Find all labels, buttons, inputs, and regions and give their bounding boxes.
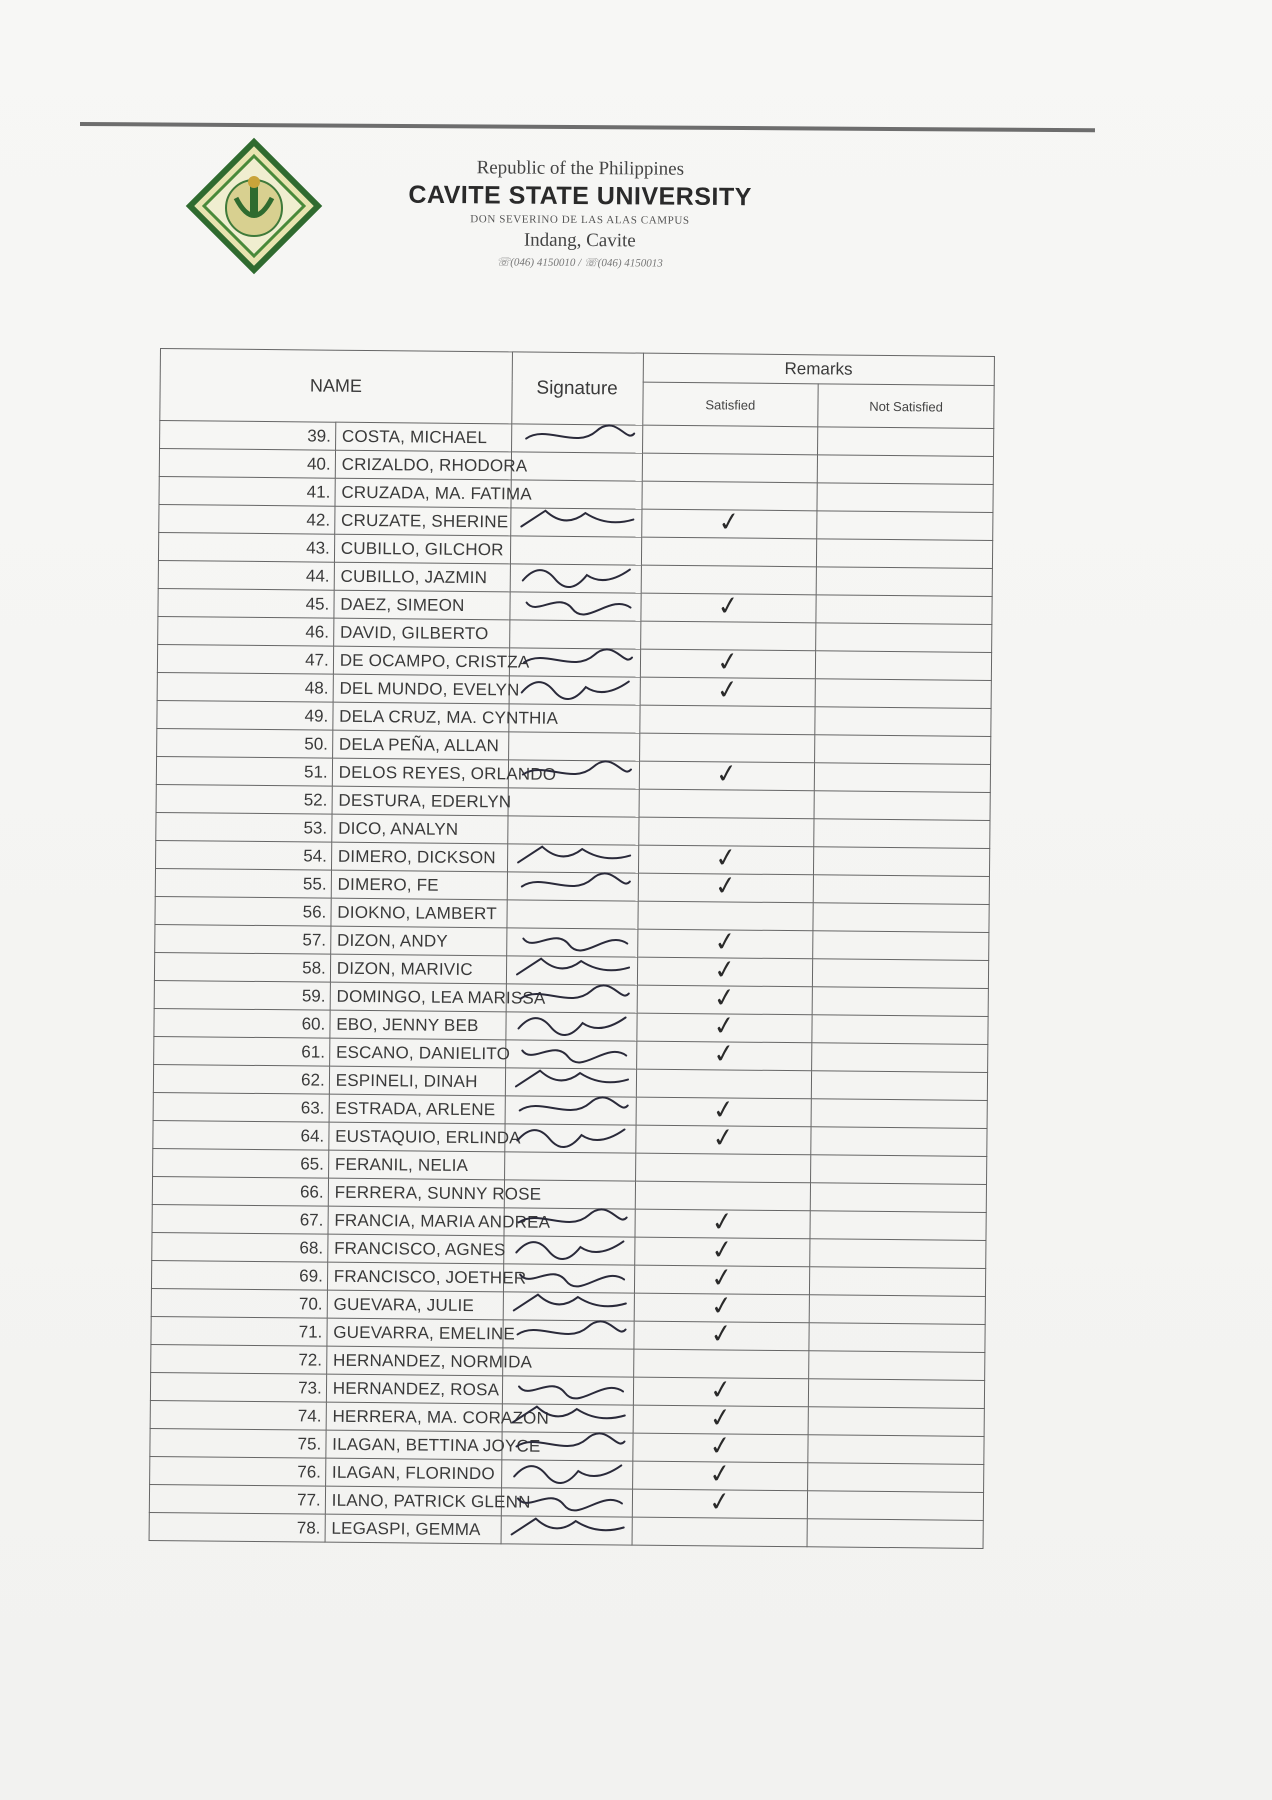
attendee-name: FERANIL, NELIA [328, 1150, 504, 1180]
not-satisfied-cell [813, 931, 989, 961]
handwritten-signature [515, 502, 637, 537]
row-number: 59. [154, 980, 330, 1010]
not-satisfied-cell [809, 1379, 985, 1409]
not-satisfied-cell [818, 427, 994, 457]
handwritten-signature [514, 586, 636, 621]
satisfied-cell [632, 1517, 808, 1547]
row-number: 74. [150, 1400, 326, 1430]
satisfied-cell [636, 1038, 812, 1071]
satisfied-cell [639, 705, 815, 735]
campus-name: DON SEVERINO DE LAS ALAS CAMPUS [470, 213, 690, 227]
checkmark-icon: ✓ [709, 1234, 735, 1267]
attendee-name: DOMINGO, LEA MARISSA [330, 982, 506, 1012]
satisfied-cell [635, 1122, 811, 1155]
row-number: 68. [152, 1232, 328, 1262]
attendee-name: DESTURA, EDERLYN [332, 786, 508, 816]
not-satisfied-cell [811, 1155, 987, 1185]
row-number: 78. [149, 1512, 325, 1542]
not-satisfied-cell [812, 1015, 988, 1045]
attendee-name: ESTRADA, ARLENE [329, 1094, 505, 1124]
row-number: 52. [156, 784, 332, 814]
signature-cell [508, 704, 639, 733]
not-satisfied-cell [814, 847, 990, 877]
row-number: 45. [158, 588, 334, 618]
attendee-name: DAVID, GILBERTO [333, 618, 509, 648]
not-satisfied-cell [808, 1435, 984, 1465]
not-satisfied-cell [816, 567, 992, 597]
header-rule [80, 122, 1095, 132]
not-satisfied-cell [817, 455, 993, 485]
attendee-name: ESCANO, DANIELITO [329, 1038, 505, 1068]
row-number: 53. [156, 812, 332, 842]
satisfied-cell [633, 1318, 809, 1351]
row-number: 41. [159, 476, 335, 506]
checkmark-icon: ✓ [712, 954, 738, 987]
checkmark-icon: ✓ [712, 870, 739, 903]
attendee-name: DELA PEÑA, ALLAN [332, 730, 508, 760]
attendee-name: HERRERA, MA. CORAZON [326, 1402, 502, 1432]
checkmark-icon: ✓ [708, 1290, 735, 1323]
checkmark-icon: ✓ [710, 1094, 737, 1127]
attendee-name: FRANCISCO, AGNES [327, 1234, 503, 1264]
checkmark-icon: ✓ [708, 1318, 735, 1351]
row-number: 69. [151, 1260, 327, 1290]
attendee-name: FERRERA, SUNNY ROSE [328, 1178, 504, 1208]
attendee-name: EBO, JENNY BEB [330, 1010, 506, 1040]
not-satisfied-header: Not Satisfied [818, 384, 994, 429]
attendee-name: DIMERO, FE [331, 870, 507, 900]
checkmark-icon: ✓ [709, 1262, 735, 1295]
row-number: 61. [154, 1036, 330, 1066]
not-satisfied-cell [813, 959, 989, 989]
attendee-name: DELOS REYES, ORLANDO [332, 758, 508, 788]
attendance-table-wrap [149, 348, 995, 1549]
checkmark-icon: ✓ [708, 1374, 734, 1407]
row-number: 48. [157, 672, 333, 702]
attendee-name: LEGASPI, GEMMA [325, 1514, 501, 1544]
satisfied-cell [641, 506, 817, 539]
checkmark-icon: ✓ [711, 982, 738, 1015]
attendee-name: DIZON, MARIVIC [330, 954, 506, 984]
signature-header: Signature [511, 352, 643, 425]
checkmark-icon: ✓ [707, 1430, 734, 1463]
not-satisfied-cell [813, 903, 989, 933]
not-satisfied-cell [809, 1323, 985, 1353]
satisfied-cell [640, 674, 816, 707]
row-number: 60. [154, 1008, 330, 1038]
row-number: 57. [155, 924, 331, 954]
attendee-name: DIMERO, DICKSON [331, 842, 507, 872]
row-number: 54. [156, 840, 332, 870]
attendee-name: DELA CRUZ, MA. CYNTHIA [333, 702, 509, 732]
table-body [149, 421, 994, 1549]
satisfied-cell [638, 870, 814, 903]
row-number: 77. [149, 1484, 325, 1514]
signature-cell [501, 1516, 632, 1545]
signature-cell [502, 1320, 633, 1349]
signature-cell [509, 676, 640, 705]
satisfied-cell [639, 789, 815, 819]
attendee-name: CRUZATE, SHERINE [334, 506, 510, 536]
remarks-header: Remarks [643, 353, 995, 385]
signature-cell [504, 1152, 635, 1181]
signature-cell [504, 1124, 635, 1153]
row-number: 58. [154, 952, 330, 982]
row-number: 76. [150, 1456, 326, 1486]
signature-cell [508, 788, 639, 817]
attendee-name: DIOKNO, LAMBERT [331, 898, 507, 928]
not-satisfied-cell [816, 595, 992, 625]
attendee-name: GUEVARA, JULIE [327, 1290, 503, 1320]
attendee-name: DE OCAMPO, CRISTZA [333, 646, 509, 676]
checkmark-icon: ✓ [713, 842, 739, 875]
university-name: CAVITE STATE UNIVERSITY [408, 180, 752, 212]
not-satisfied-cell [815, 679, 991, 709]
checkmark-icon: ✓ [707, 1458, 733, 1491]
signature-cell [510, 508, 641, 537]
row-number: 50. [157, 728, 333, 758]
checkmark-icon: ✓ [714, 674, 741, 707]
attendee-name: EUSTAQUIO, ERLINDA [329, 1122, 505, 1152]
row-number: 62. [153, 1064, 329, 1094]
satisfied-cell [632, 1486, 808, 1519]
not-satisfied-cell [815, 707, 991, 737]
not-satisfied-cell [809, 1295, 985, 1325]
attendee-name: ESPINELI, DINAH [329, 1066, 505, 1096]
row-number: 43. [158, 532, 334, 562]
not-satisfied-cell [811, 1099, 987, 1129]
handwritten-signature [512, 754, 634, 789]
signature-cell [508, 760, 639, 789]
attendee-name: FRANCIA, MARIA ANDREA [328, 1206, 504, 1236]
checkmark-icon: ✓ [716, 506, 742, 539]
row-number: 39. [160, 421, 336, 451]
attendee-name: COSTA, MICHAEL [335, 422, 511, 452]
not-satisfied-cell [811, 1127, 987, 1157]
not-satisfied-cell [815, 735, 991, 765]
checkmark-icon: ✓ [711, 1038, 737, 1071]
satisfied-header: Satisfied [642, 382, 818, 427]
attendee-name: DIZON, ANDY [330, 926, 506, 956]
not-satisfied-cell [810, 1239, 986, 1269]
not-satisfied-cell [809, 1351, 985, 1381]
row-number: 63. [153, 1092, 329, 1122]
row-number: 70. [151, 1288, 327, 1318]
row-number: 47. [157, 644, 333, 674]
attendee-name: ILANO, PATRICK GLENN [325, 1486, 501, 1516]
handwritten-signature [509, 1118, 631, 1153]
university-seal-icon [186, 138, 322, 274]
handwritten-signature [507, 1314, 629, 1349]
not-satisfied-cell [812, 1071, 988, 1101]
not-satisfied-cell [814, 819, 990, 849]
attendee-name: DAEZ, SIMEON [334, 590, 510, 620]
attendee-name: CUBILLO, GILCHOR [334, 534, 510, 564]
attendee-name: FRANCISCO, JOETHER [327, 1262, 503, 1292]
signature-cell [511, 424, 642, 453]
row-number: 73. [150, 1372, 326, 1402]
not-satisfied-cell [812, 987, 988, 1017]
checkmark-icon: ✓ [709, 1206, 736, 1239]
checkmark-icon: ✓ [715, 646, 741, 679]
signature-cell [511, 452, 642, 481]
row-number: 46. [158, 616, 334, 646]
name-header: NAME [160, 349, 512, 424]
handwritten-signature [516, 418, 638, 453]
republic-line: Republic of the Philippines [476, 157, 685, 180]
row-number: 65. [153, 1148, 329, 1178]
letterhead [380, 157, 781, 271]
attendee-name: ILAGAN, BETTINA JOYCE [326, 1430, 502, 1460]
satisfied-cell [642, 425, 818, 455]
handwritten-signature [513, 670, 635, 705]
signature-cell [507, 872, 638, 901]
telephone-numbers: ☏(046) 4150010 / ☏(046) 4150013 [496, 256, 663, 270]
attendee-name: CRUZADA, MA. FATIMA [335, 478, 511, 508]
location: Indang, Cavite [523, 229, 636, 252]
not-satisfied-cell [816, 623, 992, 653]
checkmark-icon: ✓ [712, 926, 738, 959]
row-number: 40. [159, 449, 335, 479]
not-satisfied-cell [808, 1463, 984, 1493]
handwritten-signature [505, 1510, 627, 1545]
attendee-name: DEL MUNDO, EVELYN [333, 674, 509, 704]
row-number: 64. [153, 1120, 329, 1150]
row-number: 66. [152, 1176, 328, 1206]
not-satisfied-cell [817, 511, 993, 541]
checkmark-icon: ✓ [714, 758, 740, 791]
checkmark-icon: ✓ [711, 1010, 738, 1043]
not-satisfied-cell [808, 1491, 984, 1521]
attendance-table [149, 348, 995, 1549]
not-satisfied-cell [813, 875, 989, 905]
satisfied-cell [642, 453, 818, 483]
row-number: 51. [156, 756, 332, 786]
not-satisfied-cell [807, 1519, 983, 1549]
checkmark-icon: ✓ [710, 1122, 737, 1155]
not-satisfied-cell [817, 539, 993, 569]
not-satisfied-cell [815, 763, 991, 793]
not-satisfied-cell [816, 651, 992, 681]
not-satisfied-cell [810, 1183, 986, 1213]
signature-cell [509, 592, 640, 621]
row-number: 71. [151, 1316, 327, 1346]
attendee-name: CRIZALDO, RHODORA [335, 450, 511, 480]
handwritten-signature [511, 866, 633, 901]
not-satisfied-cell [808, 1407, 984, 1437]
attendee-name: CUBILLO, JAZMIN [334, 562, 510, 592]
row-number: 72. [151, 1344, 327, 1374]
attendee-name: DICO, ANALYN [332, 814, 508, 844]
satisfied-cell [639, 758, 815, 791]
not-satisfied-cell [817, 483, 993, 513]
attendee-name: ILAGAN, FLORINDO [325, 1458, 501, 1488]
row-number: 49. [157, 700, 333, 730]
row-number: 44. [158, 560, 334, 590]
row-number: 56. [155, 896, 331, 926]
row-number: 42. [159, 504, 335, 534]
not-satisfied-cell [814, 791, 990, 821]
satisfied-cell [640, 590, 816, 623]
checkmark-icon: ✓ [707, 1402, 734, 1435]
row-number: 75. [150, 1428, 326, 1458]
not-satisfied-cell [810, 1267, 986, 1297]
satisfied-cell [635, 1153, 811, 1183]
attendee-name: HERNANDEZ, ROSA [326, 1374, 502, 1404]
not-satisfied-cell [812, 1043, 988, 1073]
row-number: 67. [152, 1204, 328, 1234]
satisfied-cell [641, 537, 817, 567]
checkmark-icon: ✓ [707, 1486, 733, 1519]
attendee-name: GUEVARRA, EMELINE [327, 1318, 503, 1348]
not-satisfied-cell [810, 1211, 986, 1241]
attendee-name: HERNANDEZ, NORMIDA [326, 1346, 502, 1376]
row-number: 55. [155, 868, 331, 898]
checkmark-icon: ✓ [715, 590, 742, 623]
